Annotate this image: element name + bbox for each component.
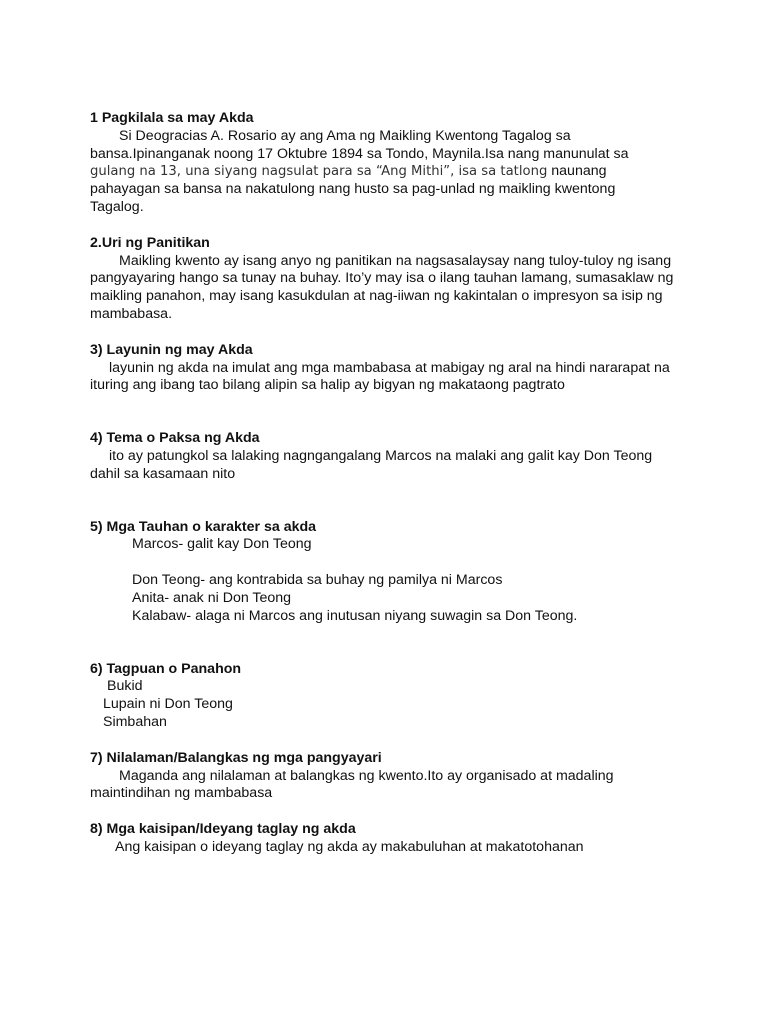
section-heading: 6) Tagpuan o Panahon bbox=[90, 660, 242, 677]
paragraph-line-alt-font: gulang na 13, una siyang nagsulat para sa “Ang Mithi”, isa sa tatlong bbox=[90, 164, 548, 180]
section-heading: 1 Pagkilala sa may Akda bbox=[90, 110, 254, 126]
spacer bbox=[90, 554, 680, 572]
list-item: Bukid bbox=[107, 678, 143, 695]
section-characters bbox=[90, 519, 680, 626]
section-paragraph: Ang kaisipan o ideyang taglay ng akda ay makabuluhan at makatotohanan bbox=[115, 838, 584, 855]
list-item: Anita- anak ni Don Teong bbox=[132, 589, 292, 606]
list-item: Don Teong- ang kontrabida sa buhay ng pamilya ni Marcos bbox=[132, 572, 503, 589]
section-paragraph: ito ay patungkol sa lalaking nagngangalang Marcos na malaki ang galit kay Don Teong dahil sa kasamaan nito bbox=[90, 447, 653, 482]
section-heading: 8) Mga kaisipan/Ideyang taglay ng akda bbox=[90, 821, 356, 838]
section-heading: 2.Uri ng Panitikan bbox=[90, 234, 210, 251]
section-ideas bbox=[90, 821, 680, 857]
list-item: Kalabaw- alaga ni Marcos ang inutusan niyang suwagin sa Don Teong. bbox=[132, 607, 578, 624]
paragraph-line-rest: naunang bbox=[547, 163, 607, 180]
section-heading: 4) Tema o Paksa ng Akda bbox=[90, 430, 260, 447]
paragraph-line bbox=[90, 163, 680, 181]
list-item: Marcos- galit kay Don Teong bbox=[132, 536, 312, 553]
section-paragraph: Maikling kwento ay isang anyo ng panitikan na nagsasalaysay nang tuloy-tuloy ng isang pangyayaring hango sa tunay na buhay. Ito’y may isa o ilang tauhan lamang, sumasaklaw ng maikling panahon, may isang kasukdulan at nag-iiwan ng kakintalan o impresyon sa isip ng mambabasa. bbox=[90, 252, 674, 322]
section-literature-type bbox=[90, 235, 680, 324]
section-author-purpose bbox=[90, 342, 680, 395]
section-paragraph: Maganda ang nilalaman at balangkas ng kwento.Ito ay organisado at madaling maintindihan ng mambabasa bbox=[90, 767, 614, 802]
paragraph-line: pahayagan sa bansa na nakatulong nang husto sa pag-unlad ng maikling kwentong bbox=[90, 181, 616, 198]
section-author-intro bbox=[90, 110, 680, 217]
section-setting bbox=[90, 661, 680, 732]
paragraph-line: bansa.Ipinanganak noong 17 Oktubre 1894 sa Tondo, Maynila.Isa nang manunulat sa bbox=[90, 145, 629, 162]
section-heading: 3) Layunin ng may Akda bbox=[90, 341, 253, 358]
list-item: Lupain ni Don Teong bbox=[103, 696, 233, 713]
paragraph-line: Si Deogracias A. Rosario ay ang Ama ng Maikling Kwentong Tagalog sa bbox=[119, 127, 571, 144]
section-content-structure bbox=[90, 750, 680, 803]
section-theme bbox=[90, 430, 680, 483]
section-heading: 7) Nilalaman/Balangkas ng mga pangyayari bbox=[90, 749, 382, 766]
document-body bbox=[90, 110, 680, 857]
section-paragraph: layunin ng akda na imulat ang mga mambabasa at mabigay ng aral na hindi nararapat na ituring ang ibang tao bilang alipin sa halip ay bigyan ng makataong pagtrato bbox=[90, 359, 670, 394]
section-heading: 5) Mga Tauhan o karakter sa akda bbox=[90, 518, 317, 535]
list-item: Simbahan bbox=[103, 713, 167, 730]
paragraph-line: Tagalog. bbox=[90, 198, 144, 215]
